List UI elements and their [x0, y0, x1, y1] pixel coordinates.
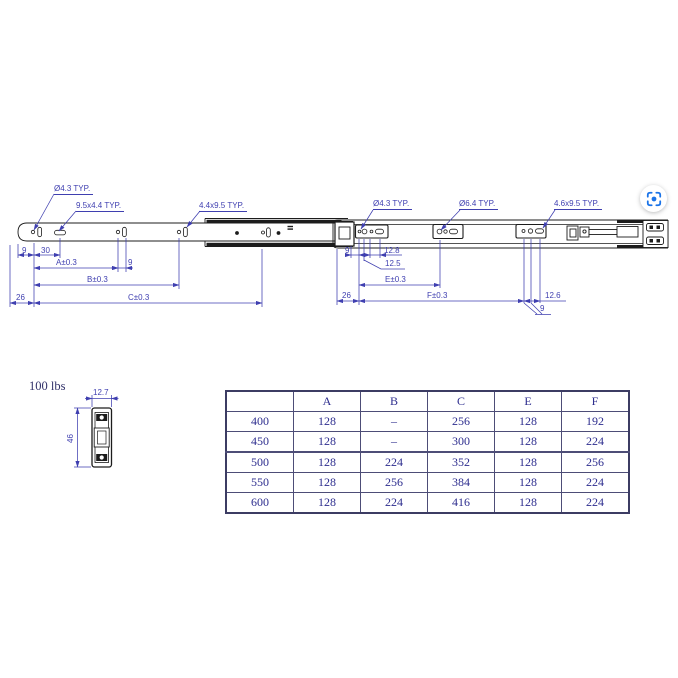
table-cell: 550 — [226, 473, 294, 493]
dim-edge-label: 9 — [22, 246, 27, 255]
table-cell: 128 — [294, 432, 361, 453]
table-row — [226, 412, 629, 432]
column-header: C — [428, 391, 495, 412]
end-cap — [643, 221, 668, 248]
table-cell: 128 — [495, 412, 562, 432]
table-cell: 256 — [562, 452, 630, 473]
dim-f-label: F±0.3 — [427, 291, 448, 300]
dim-c-label: C±0.3 — [128, 293, 150, 302]
callout-slot-b-label: 4.4x9.5 TYP. — [199, 201, 247, 212]
cross-section-view — [74, 395, 119, 467]
dim-offset-label: 26 — [16, 293, 25, 302]
dim-a-label: A±0.3 — [56, 258, 77, 267]
table-row — [226, 473, 629, 493]
callout-slot-a-label: 9.5x4.4 TYP. — [76, 201, 124, 212]
table-cell: 400 — [226, 412, 294, 432]
table-cell: 128 — [495, 473, 562, 493]
table-row — [226, 452, 629, 473]
table-cell: 224 — [562, 432, 630, 453]
table-cell: 224 — [562, 493, 630, 514]
load-rating-label: 100 lbs — [29, 379, 66, 393]
column-header — [226, 391, 294, 412]
table-cell: 500 — [226, 452, 294, 473]
table-cell: 128 — [294, 452, 361, 473]
dim-12-6-label: 12.6 — [545, 291, 561, 300]
table-cell: 352 — [428, 452, 495, 473]
table-cell: 224 — [562, 473, 630, 493]
dim-12-5-label: 12.5 — [385, 259, 401, 268]
dim-pitch-label: 30 — [41, 246, 50, 255]
image-search-lens-button[interactable] — [640, 185, 667, 212]
column-header: A — [294, 391, 361, 412]
lens-icon — [646, 191, 662, 207]
table-cell: 128 — [294, 473, 361, 493]
section-width-label: 12.7 — [93, 388, 109, 397]
outer-member — [333, 220, 668, 249]
column-header: F — [562, 391, 630, 412]
table-cell: 128 — [495, 493, 562, 514]
table-cell: 128 — [495, 432, 562, 453]
callout-slot-label: 4.6x9.5 TYP. — [554, 199, 602, 210]
section-height-label: 46 — [66, 434, 75, 443]
dim-e-label: E±0.3 — [385, 275, 406, 284]
table-cell: 450 — [226, 432, 294, 453]
table-cell: 416 — [428, 493, 495, 514]
spec-table — [225, 390, 630, 514]
table-row — [226, 493, 629, 514]
table-cell: 256 — [361, 473, 428, 493]
callout-hole-dia-label: Ø4.3 TYP. — [54, 184, 93, 195]
dim-b-label: B±0.3 — [87, 275, 108, 284]
callout-hole-dia-label: Ø4.3 TYP. — [373, 199, 412, 210]
table-header-row — [226, 391, 629, 412]
table-cell: 300 — [428, 432, 495, 453]
table-cell: 600 — [226, 493, 294, 514]
table-cell: 224 — [361, 452, 428, 473]
dim-12-8-label: 12.8 — [384, 246, 400, 255]
dim-nine-label: 9 — [540, 304, 545, 313]
column-header: E — [495, 391, 562, 412]
table-cell: 128 — [294, 493, 361, 514]
table-cell: 192 — [562, 412, 630, 432]
dim-nine-label: 9 — [128, 258, 133, 267]
table-cell: 128 — [495, 452, 562, 473]
release-mechanism — [567, 226, 638, 240]
table-cell: 128 — [294, 412, 361, 432]
column-header: B — [361, 391, 428, 412]
table-cell: 224 — [361, 493, 428, 514]
dim-edge-label: 9 — [345, 246, 350, 255]
table-cell: 256 — [428, 412, 495, 432]
table-row — [226, 432, 629, 453]
table-cell: 384 — [428, 473, 495, 493]
table-cell: – — [361, 412, 428, 432]
inner-member — [18, 223, 348, 241]
callout-hole-dia-b-label: Ø6.4 TYP. — [459, 199, 498, 210]
table-cell: – — [361, 432, 428, 453]
dim-offset-label: 26 — [342, 291, 351, 300]
